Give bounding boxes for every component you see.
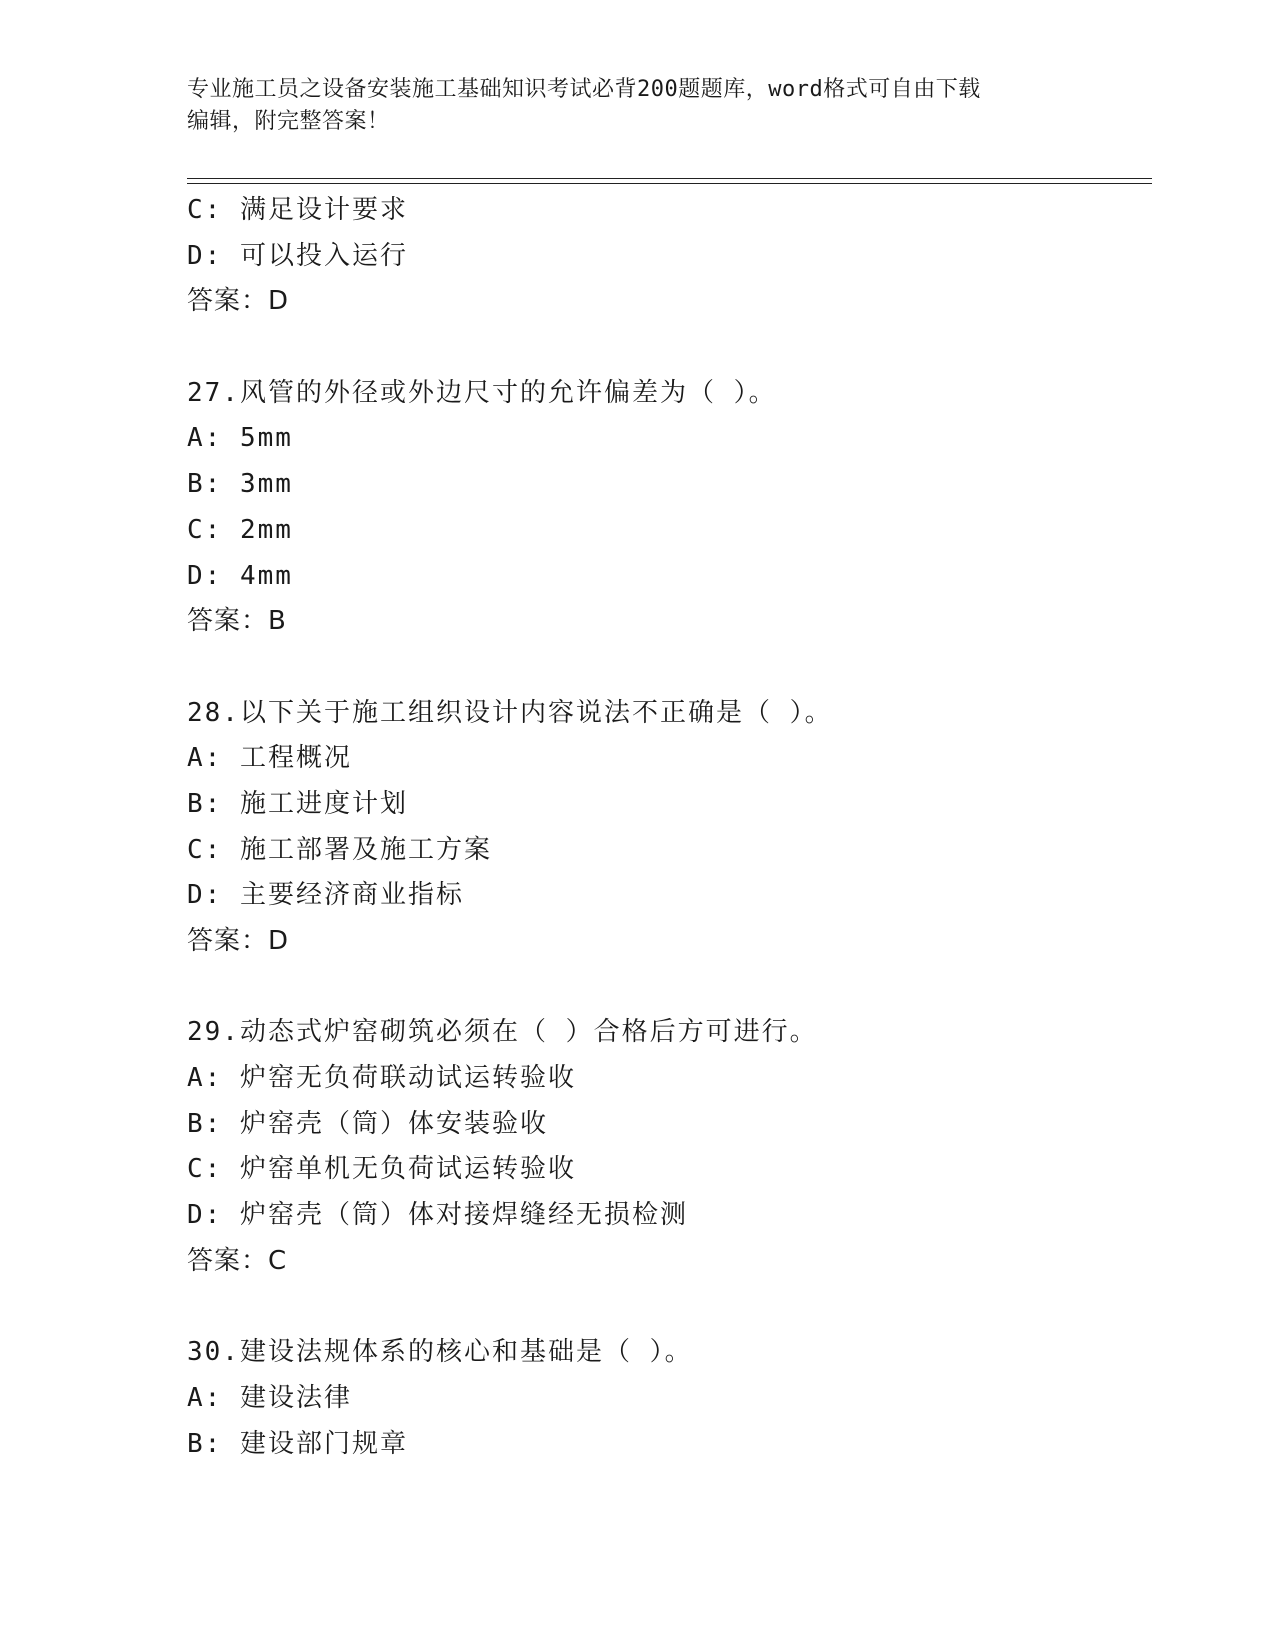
option-b: B: 炉窑壳（筒）体安装验收 — [187, 1108, 548, 1139]
answer: 答案：D — [187, 926, 290, 956]
option-c: C: 2mm — [187, 514, 293, 545]
spacer — [187, 965, 1167, 1011]
header-divider-top — [187, 178, 1152, 179]
document-header — [187, 74, 1087, 138]
spacer — [187, 645, 1167, 691]
answer: 答案：D — [187, 286, 290, 317]
question-list — [187, 188, 1167, 1467]
option-a: A: 建设法律 — [187, 1382, 352, 1413]
option-d: D: 炉窑壳（筒）体对接焊缝经无损检测 — [187, 1200, 688, 1231]
option-a: A: 5mm — [187, 423, 293, 454]
option-c: C: 满足设计要求 — [187, 195, 408, 225]
question-stem: 30.建设法规体系的核心和基础是（ ）。 — [187, 1337, 693, 1368]
question-stem: 28.以下关于施工组织设计内容说法不正确是（ ）。 — [187, 697, 833, 728]
question-28 — [187, 691, 1167, 965]
option-c: C: 施工部署及施工方案 — [187, 834, 492, 865]
header-title-line-1: 专业施工员之设备安装施工基础知识考试必背200题题库，word格式可自由下载 — [187, 77, 981, 102]
option-b: B: 建设部门规章 — [187, 1428, 408, 1459]
option-b: B: 施工进度计划 — [187, 788, 408, 819]
question-26-continued — [187, 188, 1167, 325]
question-30 — [187, 1330, 1167, 1467]
question-stem: 27.风管的外径或外边尺寸的允许偏差为（ ）。 — [187, 377, 777, 408]
header-divider-bottom — [187, 183, 1152, 184]
option-d: D: 主要经济商业指标 — [187, 880, 464, 911]
option-d: D: 4mm — [187, 560, 293, 591]
option-a: A: 工程概况 — [187, 743, 352, 774]
option-d: D: 可以投入运行 — [187, 240, 408, 271]
spacer — [187, 1285, 1167, 1331]
answer: 答案：C — [187, 1245, 288, 1276]
header-title-line-2: 编辑，附完整答案！ — [187, 109, 390, 134]
answer: 答案：B — [187, 606, 287, 637]
question-stem: 29.动态式炉窑砌筑必须在（ ）合格后方可进行。 — [187, 1017, 818, 1048]
option-c: C: 炉窑单机无负荷试运转验收 — [187, 1154, 576, 1185]
question-27 — [187, 371, 1167, 645]
question-29 — [187, 1010, 1167, 1284]
option-a: A: 炉窑无负荷联动试运转验收 — [187, 1063, 576, 1094]
option-b: B: 3mm — [187, 469, 293, 500]
spacer — [187, 325, 1167, 371]
